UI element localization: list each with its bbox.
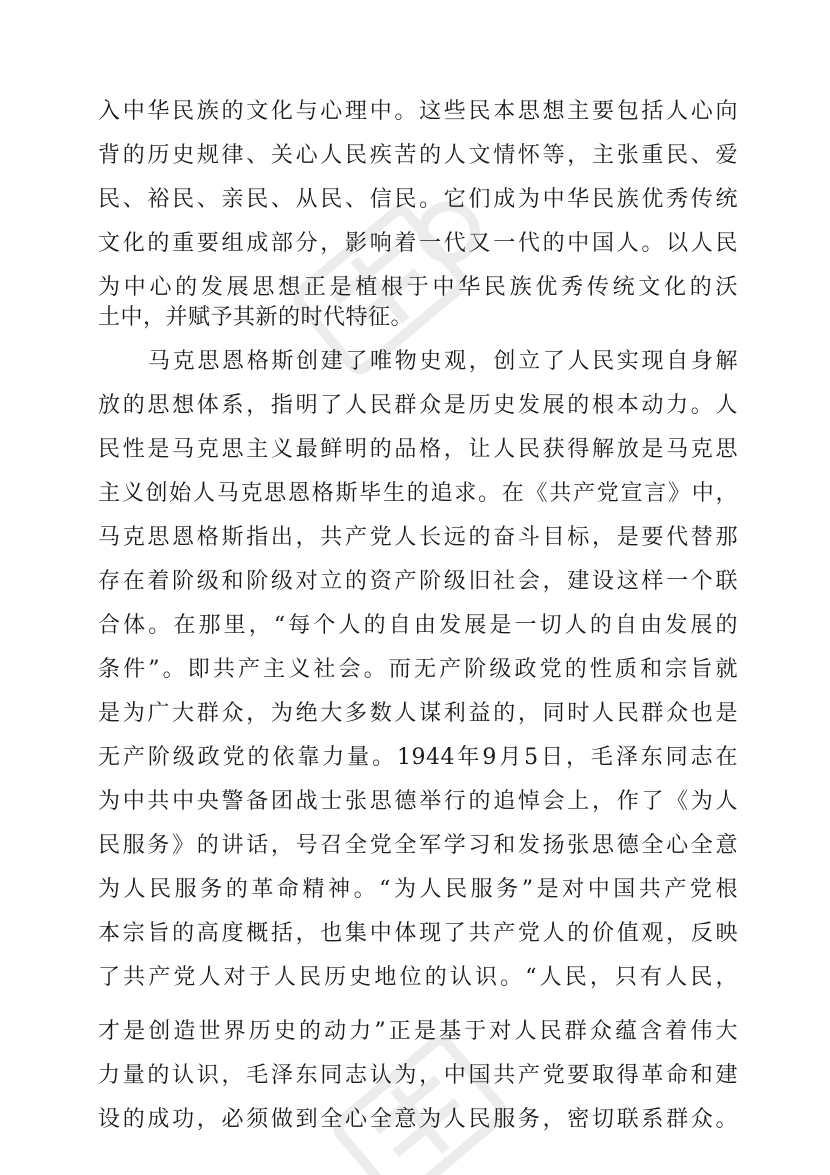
text-line-14: 条件”。即共产主义社会。而无产阶级政党的性质和宗旨就 (98, 657, 738, 682)
text-line-19: 为人民服务的革命精神。“为人民服务”是对中国共产党根 (98, 877, 738, 902)
text-line-13: 合体。在那里，“每个人的自由发展是一切人的自由发展的 (98, 613, 738, 638)
text-line-11: 马克思恩格斯指出，共产党人长远的奋斗目标，是要代替那 (98, 525, 738, 550)
text-line-6: 土中，并赋予其新的时代特征。 (98, 305, 414, 330)
text-line-15: 是为广大群众，为绝大多数人谋利益的，同时人民群众也是 (98, 701, 738, 726)
text-line-8: 放的思想体系，指明了人民群众是历史发展的根本动力。人 (98, 393, 738, 418)
text-line-10: 主义创始人马克思恩格斯毕生的追求。在《共产党宣言》中， (98, 481, 738, 506)
text-line-23: 力量的认识，毛泽东同志认为，中国共产党要取得革命和建 (98, 1063, 738, 1088)
text-line-22: 才是创造世界历史的动力”正是基于对人民群众蕴含着伟大 (98, 1019, 738, 1044)
text-line-1: 入中华民族的文化与心理中。这些民本思想主要包括人心向 (98, 99, 738, 124)
text-line-3: 民、裕民、亲民、从民、信民。它们成为中华民族优秀传统 (98, 187, 738, 212)
text-line-12: 存在着阶级和阶级对立的资产阶级旧社会，建设这样一个联 (98, 569, 738, 594)
text-line-21: 了共产党人对于人民历史地位的认识。“人民，只有人民， (98, 965, 738, 990)
text-line-2: 背的历史规律、关心人民疾苦的人文情怀等，主张重民、爱 (98, 143, 738, 168)
text-line-7: 马克思恩格斯创建了唯物史观，创立了人民实现自身解 (148, 349, 738, 374)
text-line-24: 设的成功，必须做到全心全意为人民服务，密切联系群众。 (98, 1107, 738, 1132)
text-line-9: 民性是马克思主义最鲜明的品格，让人民获得解放是马克思 (98, 437, 738, 462)
text-line-4: 文化的重要组成部分，影响着一代又一代的中国人。以人民 (98, 231, 738, 256)
text-line-5: 为中心的发展思想正是植根于中华民族优秀传统文化的沃 (98, 275, 738, 300)
text-line-17: 为中共中央警备团战士张思德举行的追悼会上，作了《为人 (98, 789, 738, 814)
text-line-20: 本宗旨的高度概括，也集中体现了共产党人的价值观，反映 (98, 921, 738, 946)
text-line-18: 民服务》的讲话，号召全党全军学习和发扬张思德全心全意 (98, 833, 738, 858)
text-line-16: 无产阶级政党的依靠力量。1944年9月5日，毛泽东同志在 (98, 745, 738, 770)
